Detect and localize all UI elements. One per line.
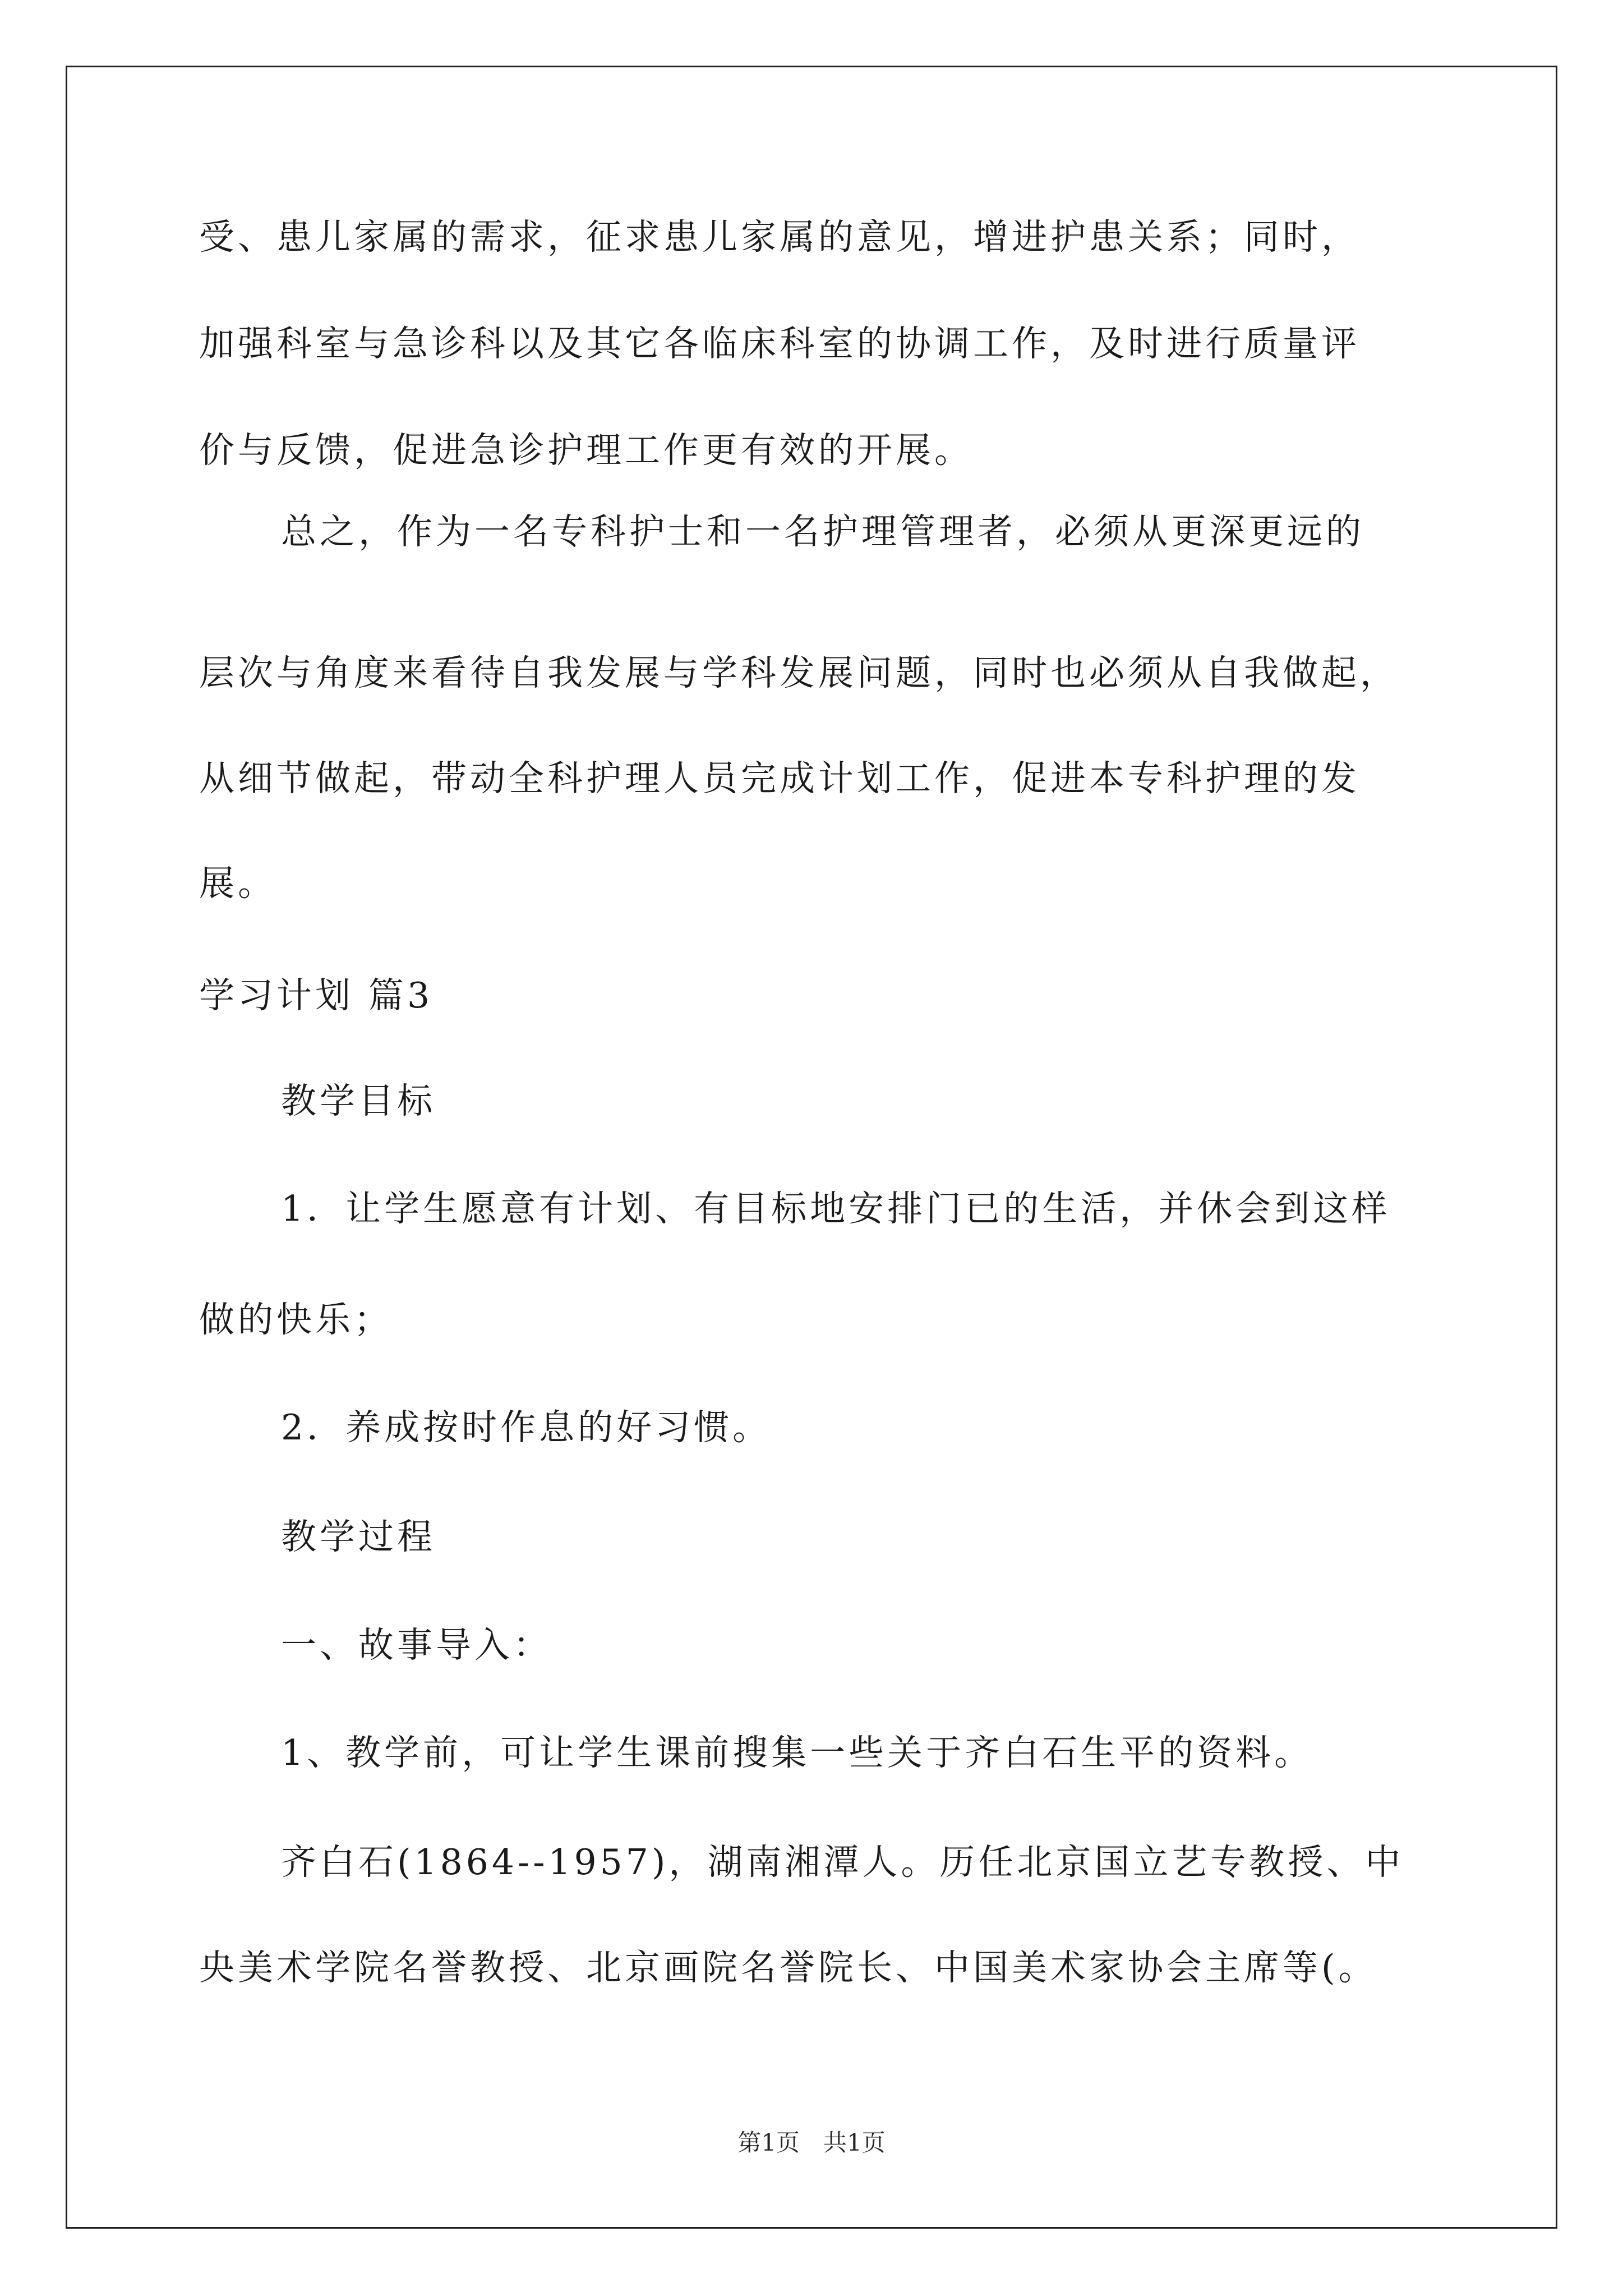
text-line-4: 总之，作为一名专科护士和一名护理管理者，必须从更深更远的 xyxy=(281,511,1364,552)
text-line-16: 齐白石(1864--1957)，湖南湘潭人。历任北京国立艺专教授、中 xyxy=(281,1842,1404,1883)
page-border xyxy=(66,66,1557,2229)
text-line-17: 央美术学院名誉教授、北京画院名誉院长、中国美术家协会主席等(。 xyxy=(199,1947,1377,1988)
text-line-5: 层次与角度来看待自我发展与学科发展问题，同时也必须从自我做起， xyxy=(199,652,1399,693)
text-line-15: 1、教学前，可让学生课前搜集一些关于齐白石生平的资料。 xyxy=(281,1732,1313,1773)
text-line-9: 教学目标 xyxy=(281,1080,436,1121)
text-line-2: 加强科室与急诊科以及其它各临床科室的协调工作，及时进行质量评 xyxy=(199,323,1360,364)
text-line-6: 从细节做起，带动全科护理人员完成计划工作，促进本专科护理的发 xyxy=(199,758,1360,799)
page-footer: 第1页 共1页 xyxy=(737,2129,886,2156)
text-line-7: 展。 xyxy=(199,863,276,904)
text-line-11: 做的快乐； xyxy=(199,1299,393,1340)
text-line-10: 1．让学生愿意有计划、有目标地安排门已的生活，并休会到这样 xyxy=(281,1188,1391,1229)
text-line-14: 一、故事导入： xyxy=(281,1625,552,1665)
text-line-3: 价与反馈，促进急诊护理工作更有效的开展。 xyxy=(199,430,973,471)
text-line-12: 2．养成按时作息的好习惯。 xyxy=(281,1407,772,1448)
text-line-1: 受、患儿家属的需求，征求患儿家属的意见，增进护患关系；同时， xyxy=(199,217,1360,257)
text-line-13: 教学过程 xyxy=(281,1516,436,1557)
section-heading: 学习计划 篇3 xyxy=(199,975,434,1016)
